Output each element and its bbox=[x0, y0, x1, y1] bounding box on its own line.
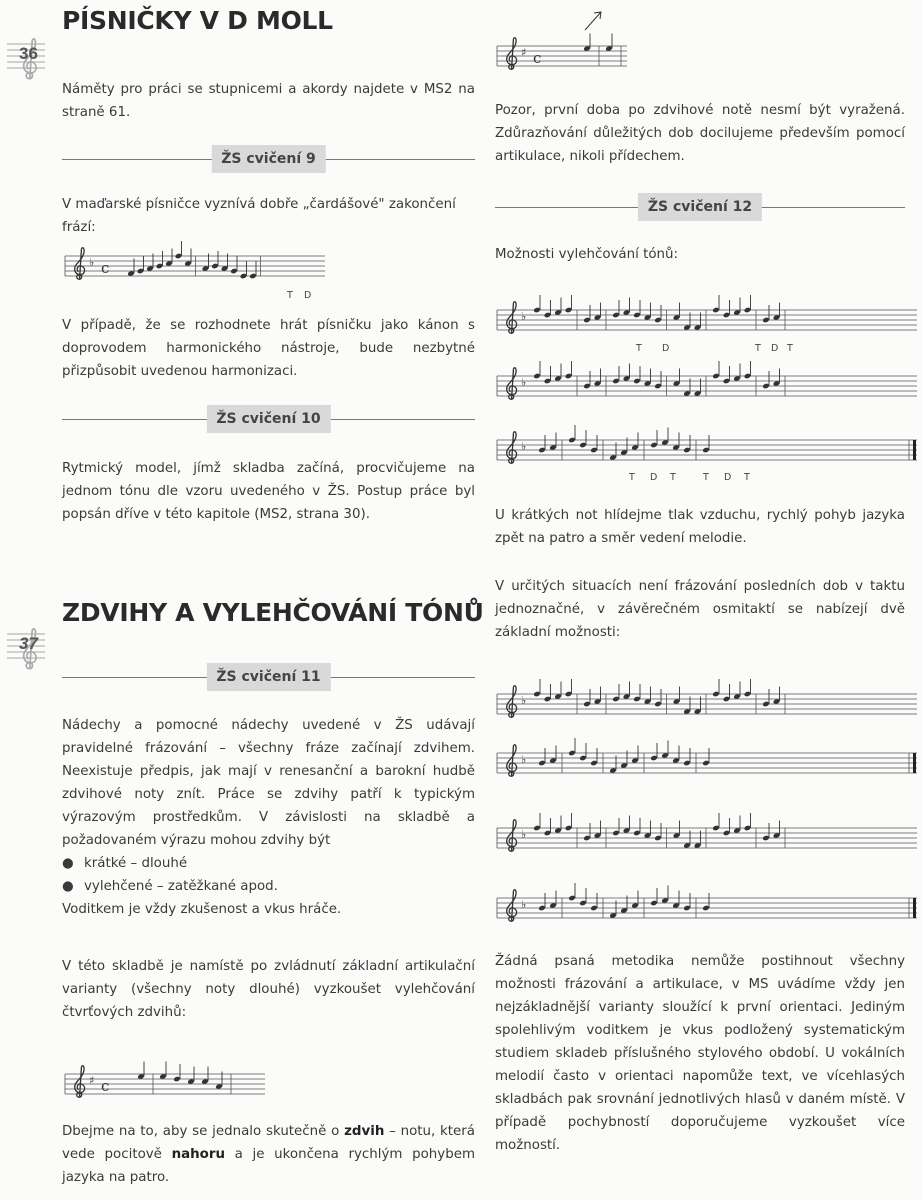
syllable-label: T bbox=[744, 472, 750, 483]
syllable-label: T bbox=[670, 472, 676, 483]
treble-clef-icon bbox=[507, 686, 517, 718]
exercise-10-header bbox=[62, 405, 475, 433]
bold-term: nahoru bbox=[171, 1147, 226, 1162]
exercise-10-text: Rytmický model, jímž skladba začíná, procvičujeme na jednom tónu dle vzoru uvedeného v ŽS. Postup práce byl popsán dříve v této kapitole (MS2, strana 30). bbox=[62, 461, 475, 522]
treble-clef-icon bbox=[507, 745, 517, 777]
sharp-icon: ♯ bbox=[89, 1074, 95, 1087]
syllable-label: T bbox=[787, 343, 793, 354]
final-barline bbox=[913, 440, 916, 460]
exercise-label: ŽS cvičení 10 bbox=[206, 405, 330, 433]
list-item-text: krátké – dlouhé bbox=[84, 856, 188, 871]
syllable-label: D bbox=[771, 343, 779, 354]
treble-clef-icon bbox=[75, 248, 85, 280]
syllable-label: D bbox=[662, 343, 670, 354]
exercise-11-text: Nádechy a pomocné nádechy uvedené v ŽS udávají pravidelné frázování – všechny fráze začínají zdvihem. Neexistuje předpis, jak mají v renesanční a barokní hudbě zdvihové noty znít. Práce se zdvihy patří k typickým výrazovým prostředkům. V závislosti na skladbě a požadovaném výrazu mohou zdvihy být bbox=[62, 718, 475, 848]
paragraph-variants: V této skladbě je namístě po zvládnutí základní artikulační varianty (všechny noty dlouhé) vyzkoušet vylehčování čtvrťových zdvihů: bbox=[62, 959, 475, 1020]
syllable-label: T bbox=[636, 343, 642, 354]
exercise-label: ŽS cvičení 11 bbox=[206, 663, 330, 691]
treble-clef-icon bbox=[507, 432, 517, 464]
sharp-icon: ♯ bbox=[521, 46, 527, 59]
exercise-label: ŽS cvičení 12 bbox=[638, 193, 762, 221]
syllable-label: D bbox=[650, 472, 658, 483]
exercise-label: ŽS cvičení 9 bbox=[211, 145, 326, 173]
flat-icon: ♭ bbox=[521, 310, 527, 323]
list-item: ● krátké – dlouhé bbox=[62, 856, 188, 871]
treble-clef-icon bbox=[507, 890, 517, 922]
music-staff-ex12-row2 bbox=[497, 368, 917, 408]
intro-paragraph: Náměty pro práci se stupnicemi a akordy najdete v MS2 na straně 61. bbox=[62, 82, 475, 120]
exercise-12-header bbox=[495, 193, 905, 221]
paragraph-metodika: Žádná psaná metodika nemůže postihnout všechny možnosti frázování a artikulace, v MS uvádíme vždy jen nejzákladnější varianty sloužící k první orientaci. Jediným spolehlivým voditkem je vkus podložený systematickým studiem skladeb příslušného stylového období. U vokálních melodií často v orientaci napomůže text, ve vícehlasých skladbách pak srovnání jednotlivých hlasů v daném místě. V případě pochybností doporučujeme vyzkoušet více možností. bbox=[495, 954, 905, 1153]
syllable-label: T bbox=[629, 472, 635, 483]
list-item: ● vylehčené – zatěžkané apod. bbox=[62, 879, 278, 894]
exercise-9-header bbox=[62, 145, 475, 173]
flat-icon: ♭ bbox=[521, 440, 527, 453]
arrow-up-icon bbox=[585, 12, 601, 30]
paragraph-kratke-noty: U krátkých not hlídejme tlak vzduchu, rychlý pohyb jazyka zpět na patro a směr vedení melodie. bbox=[495, 508, 905, 546]
music-staff-upbeat bbox=[497, 38, 627, 78]
music-staff-ex11 bbox=[65, 1066, 265, 1106]
syllable-label: D bbox=[724, 472, 732, 483]
treble-clef-icon bbox=[507, 820, 517, 852]
exercise-9-text: V maďarské písničce vyznívá dobře „čardášové" zakončení frází: bbox=[62, 197, 456, 235]
treble-clef-icon bbox=[75, 1066, 85, 1098]
closing-text: Voditkem je vždy zkušenost a vkus hráče. bbox=[62, 902, 342, 917]
flat-icon: ♭ bbox=[521, 376, 527, 389]
list-item-text: vylehčené – zatěžkané apod. bbox=[84, 879, 278, 894]
music-staff-ex9 bbox=[65, 248, 325, 288]
treble-clef-icon bbox=[507, 38, 517, 70]
bold-term: zdvih bbox=[344, 1124, 385, 1139]
text: a je ukončena rychlým pohybem jazyka na patro. bbox=[62, 1147, 475, 1185]
music-staff-variant-3 bbox=[497, 820, 917, 860]
flat-icon: ♭ bbox=[521, 828, 527, 841]
page-marker-37 bbox=[5, 622, 47, 672]
music-staff-variant-2 bbox=[497, 745, 917, 785]
bullet-list bbox=[62, 852, 475, 898]
music-staff-variant-1 bbox=[497, 686, 917, 726]
page-marker-number: 36 bbox=[19, 44, 38, 63]
treble-clef-icon bbox=[507, 302, 517, 334]
final-barline bbox=[913, 753, 916, 773]
music-staff-ex12-row1 bbox=[497, 302, 917, 342]
time-signature: c bbox=[101, 1077, 110, 1095]
music-staff-ex12-row3 bbox=[497, 432, 917, 472]
section-title-zdvihy: ZDVIHY A VYLEHČOVÁNÍ TÓNŮ bbox=[62, 598, 484, 627]
paragraph-situace: V určitých situacích není frázování posledních dob v taktu jednoznačné, v závěrečném osmitaktí se nabízejí dvě základní možnosti: bbox=[495, 579, 905, 640]
music-staff-variant-4 bbox=[497, 890, 917, 930]
section-title-pisnicky: PÍSNIČKY V D MOLL bbox=[62, 6, 333, 35]
exercise-12-text: Možnosti vylehčování tónů: bbox=[495, 247, 679, 262]
flat-icon: ♭ bbox=[521, 898, 527, 911]
flat-icon: ♭ bbox=[521, 753, 527, 766]
paragraph-pozor: Pozor, první doba po zdvihové notě nesmí být vyražená. Zdůrazňování důležitých dob docilujeme především pomocí artikulace, nikoli přídechem. bbox=[495, 103, 905, 164]
syllable-label: T bbox=[287, 290, 293, 301]
final-barline bbox=[913, 898, 916, 918]
flat-icon: ♭ bbox=[521, 694, 527, 707]
treble-clef-icon bbox=[507, 368, 517, 400]
time-signature: c bbox=[533, 49, 542, 67]
page-marker-number: 37 bbox=[19, 634, 38, 653]
page-marker-36 bbox=[5, 32, 47, 82]
paragraph-zdvih bbox=[62, 1120, 475, 1189]
syllable-label: D bbox=[304, 290, 312, 301]
syllable-label: T bbox=[703, 472, 709, 483]
syllable-label: T bbox=[755, 343, 761, 354]
time-signature: c bbox=[101, 259, 110, 277]
text: – notu, která vede pocitově bbox=[62, 1124, 476, 1162]
flat-icon: ♭ bbox=[89, 256, 95, 269]
exercise-9-after: V případě, že se rozhodnete hrát písničku jako kánon s doprovodem harmonického nástroje, bude nezbytné přizpůsobit uvedenou harmonizaci. bbox=[62, 318, 475, 379]
exercise-11-body bbox=[62, 714, 475, 921]
exercise-11-header bbox=[62, 663, 475, 691]
text: Dbejme na to, aby se jednalo skutečně o bbox=[62, 1124, 345, 1139]
